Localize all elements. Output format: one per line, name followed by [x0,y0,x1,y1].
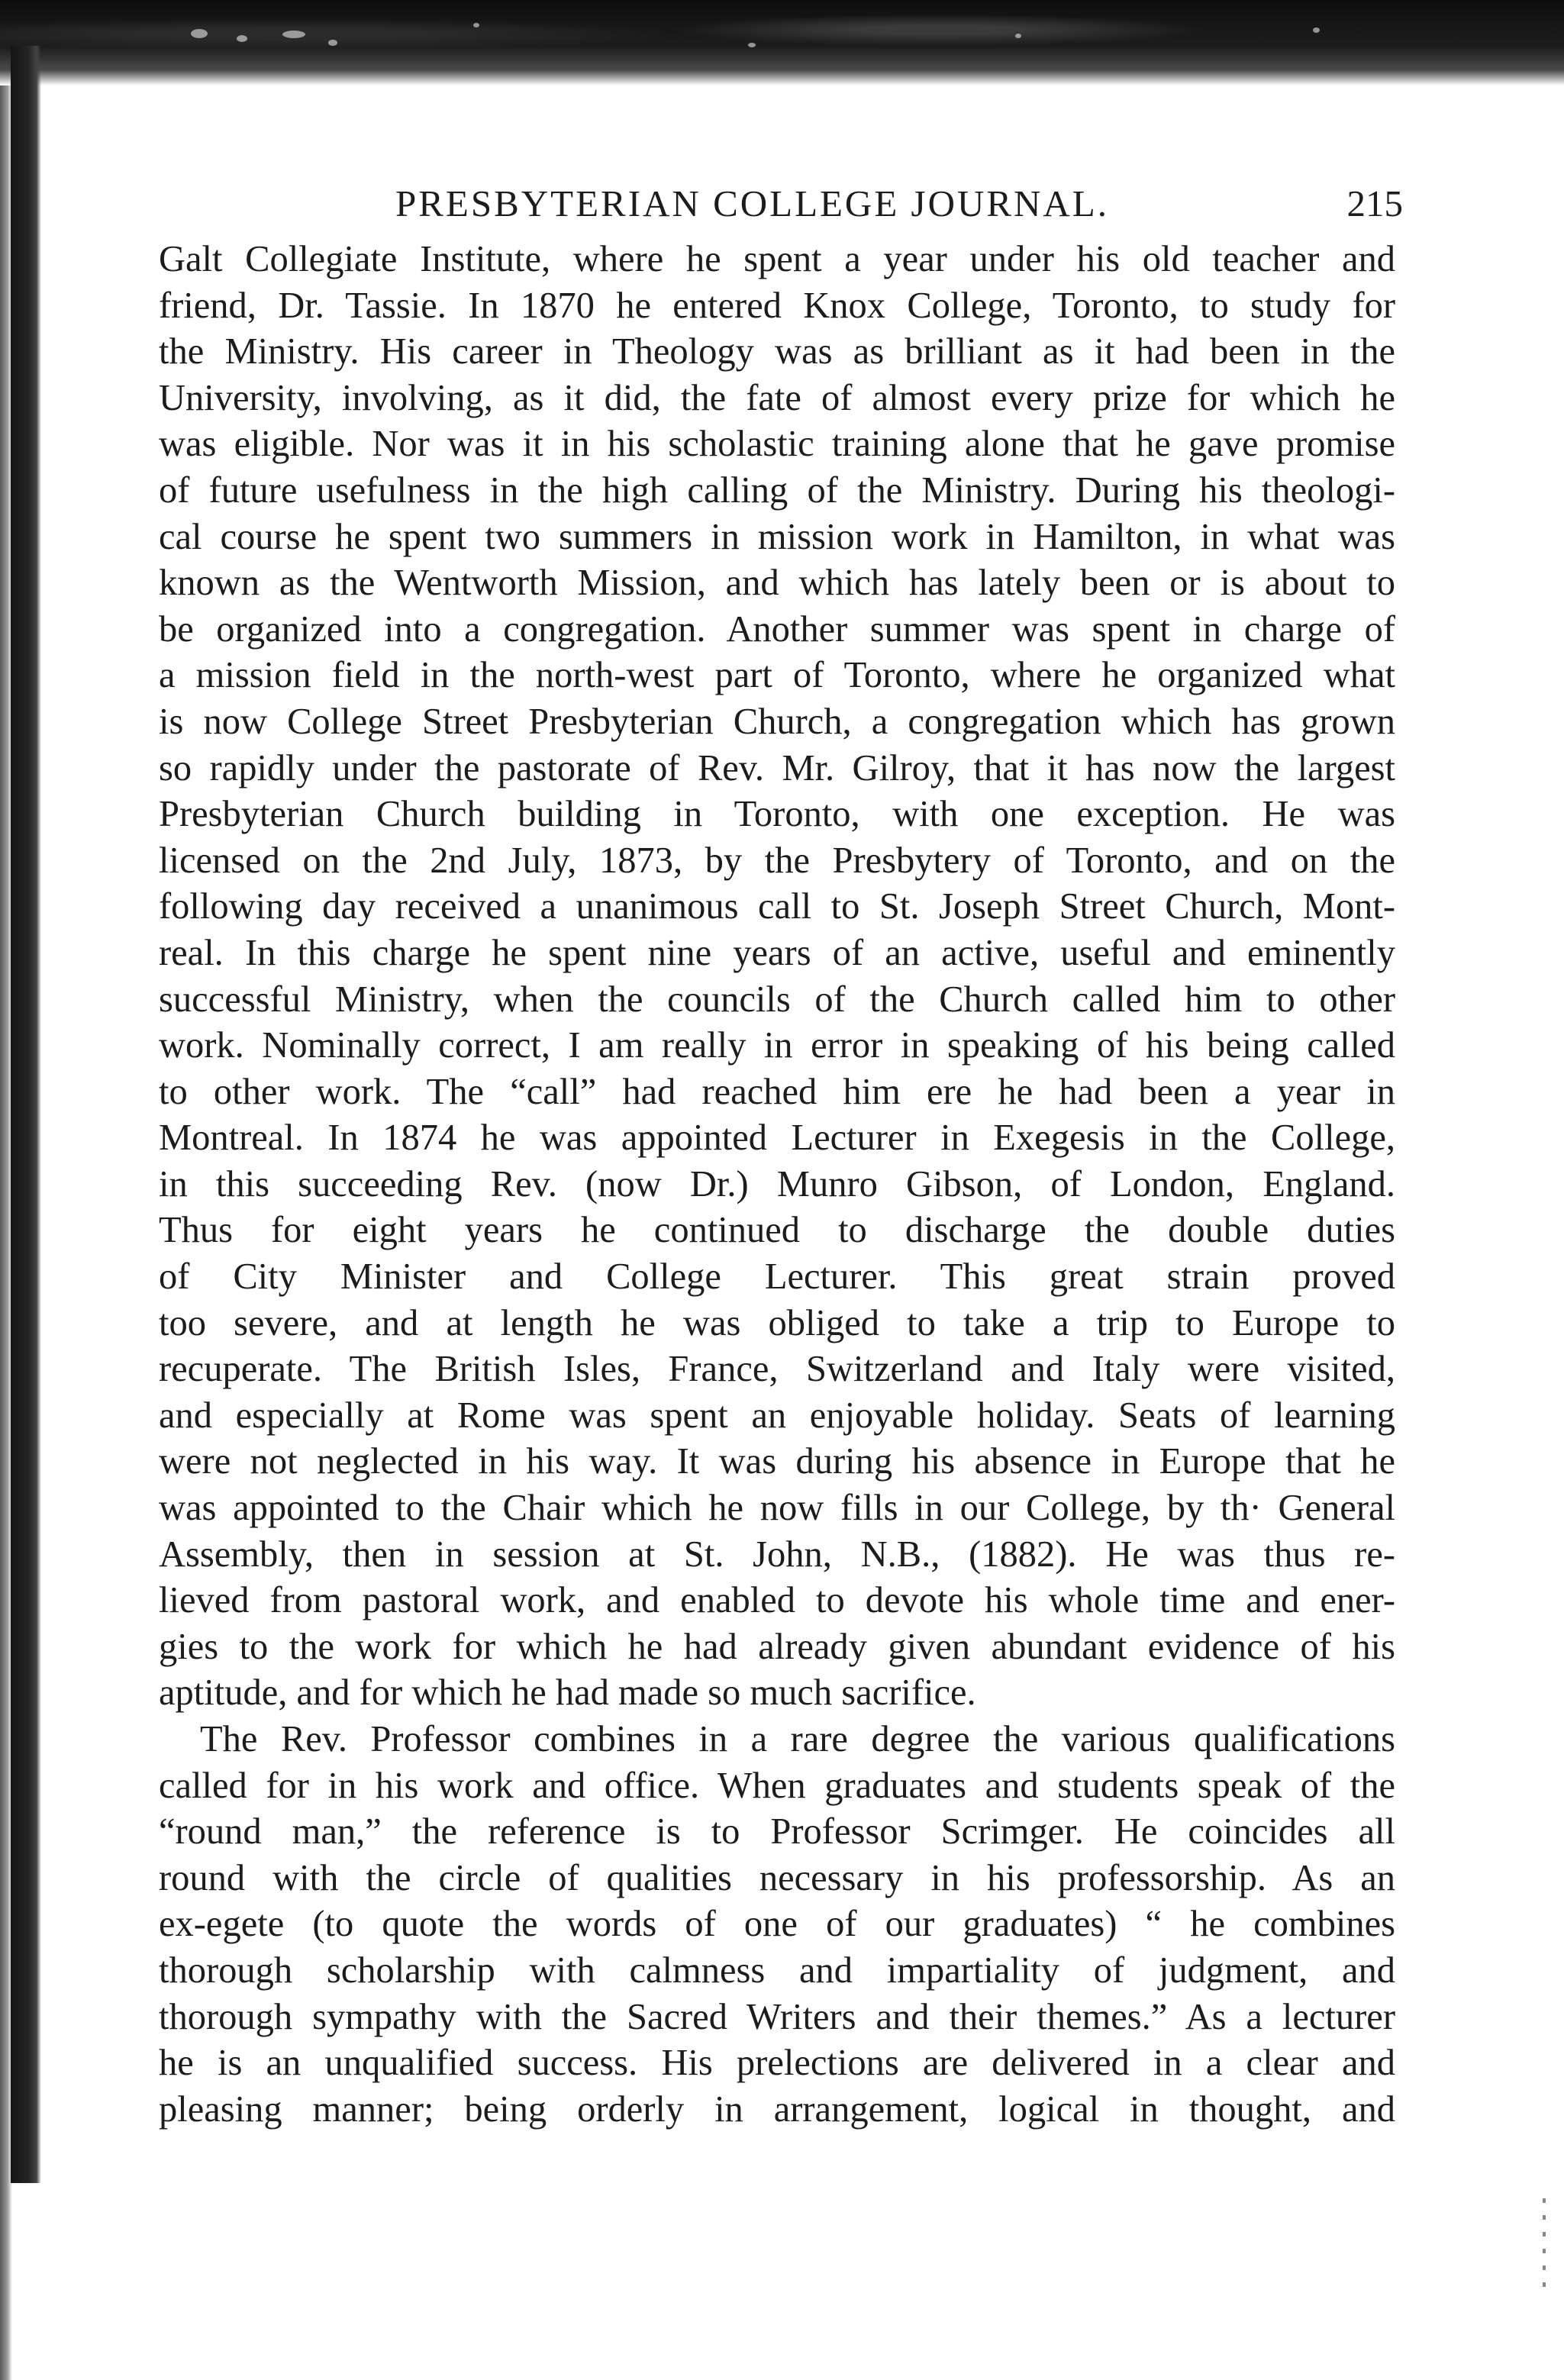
text-line: recuperate. The British Isles, France, Switzerland and Italy were visited, [159,1349,1395,1390]
text-line: pleasing manner; being orderly in arrangement, logical in thought, and [159,2088,1395,2130]
text-line: The Rev. Professor combines in a rare degree the various qualifications [200,1719,1395,1759]
text-line: of City Minister and College Lecturer. This great strain proved [159,1256,1395,1298]
text-line: so rapidly under the pastorate of Rev. Mr. Gilroy, that it has now the largest [159,747,1395,788]
text-line: Thus for eight years he continued to discharge the double duties [159,1210,1395,1251]
text-line: friend, Dr. Tassie. In 1870 he entered Knox College, Toronto, to study for [159,285,1395,326]
text-line: were not neglected in his way. It was during his absence in Europe that he [159,1441,1395,1482]
text-line: Galt Collegiate Institute, where he spent a year under his old teacher and [159,239,1395,279]
text-line: Montreal. In 1874 he was appointed Lecturer in Exegesis in the College, [159,1117,1395,1159]
text-line: ex-egete (to quote the words of one of our graduates) “ he combines [159,1904,1395,1945]
text-line: University, involving, as it did, the fate of almost every prize for which he [159,377,1395,418]
running-title: PRESBYTERIAN COLLEGE JOURNAL. [395,182,1109,224]
scan-speck [282,31,305,38]
scan-speck [473,23,479,27]
scan-speck [328,40,337,46]
text-line: too severe, and at length he was obliged to take a trip to Europe to [159,1302,1395,1343]
text-line: work. Nominally correct, I am really in error in speaking of his being called [159,1025,1395,1066]
scan-edge-band [0,0,1564,85]
text-line: thorough scholarship with calmness and impartiality of judgment, and [159,1949,1395,1991]
text-line: cal course he spent two summers in mission work in Hamilton, in what was [159,516,1395,557]
text-line: to other work. The “call” had reached him ere he had been a year in [159,1071,1395,1112]
text-line: is now College Street Presbyterian Church, a congregation which has grown [159,701,1395,742]
text-line: called for in his work and office. When graduates and students speak of the [159,1765,1395,1806]
journal-page [159,176,1403,2133]
running-head [159,176,1403,237]
text-line: thorough sympathy with the Sacred Writers and their themes.” As a lecturer [159,1996,1395,2037]
paragraph-1 [159,237,1395,1717]
text-line: be organized into a congregation. Another summer was spent in charge of [159,608,1395,650]
scan-speck [237,35,247,42]
scan-speck [748,43,756,47]
text-line: was eligible. Nor was it in his scholastic training alone that he gave promise [159,424,1395,465]
text-line: successful Ministry, when the councils of the Church called him to other [159,979,1395,1020]
scan-speck [1015,34,1021,38]
scan-speck [1313,27,1320,33]
text-line: licensed on the 2nd July, 1873, by the Presbytery of Toronto, and on the [159,840,1395,881]
text-line: “round man,” the reference is to Professor Scrimger. He coincides all [159,1811,1395,1853]
text-line: was appointed to the Chair which he now fills in our College, by th· General [159,1488,1395,1529]
text-line: aptitude, and for which he had made so much sacrifice. [159,1672,976,1714]
binding-edge [11,46,41,2183]
text-line: real. In this charge he spent nine years of an active, useful and eminently [159,932,1395,973]
text-line: round with the circle of qualities necessary in his professorship. As an [159,1857,1395,1898]
paragraph-2 [159,1717,1395,2133]
text-line: the Ministry. His career in Theology was as brilliant as it had been in the [159,331,1395,372]
page-number: 215 [1346,182,1403,224]
text-line: and especially at Rome was spent an enjoyable holiday. Seats of learning [159,1395,1395,1436]
scan-edge-marks [1543,2198,1546,2290]
scan-speck [191,29,208,38]
text-line: Assembly, then in session at St. John, N.B., (1882). He was thus re- [159,1533,1395,1575]
text-line: he is an unqualified success. His prelections are delivered in a clear and [159,2043,1395,2084]
text-line: of future usefulness in the high calling of the Ministry. During his theologi- [159,469,1395,511]
text-line: a mission field in the north-west part of Toronto, where he organized what [159,655,1395,696]
text-line: following day received a unanimous call to St. Joseph Street Church, Mont- [159,886,1395,927]
text-line: in this succeeding Rev. (now Dr.) Munro Gibson, of London, England. [159,1163,1395,1205]
text-line: lieved from pastoral work, and enabled to devote his whole time and ener- [159,1580,1395,1621]
text-line: gies to the work for which he had already given abundant evidence of his [159,1626,1395,1667]
text-line: known as the Wentworth Mission, and which has lately been or is about to [159,563,1395,604]
text-line: Presbyterian Church building in Toronto, with one exception. He was [159,794,1395,835]
